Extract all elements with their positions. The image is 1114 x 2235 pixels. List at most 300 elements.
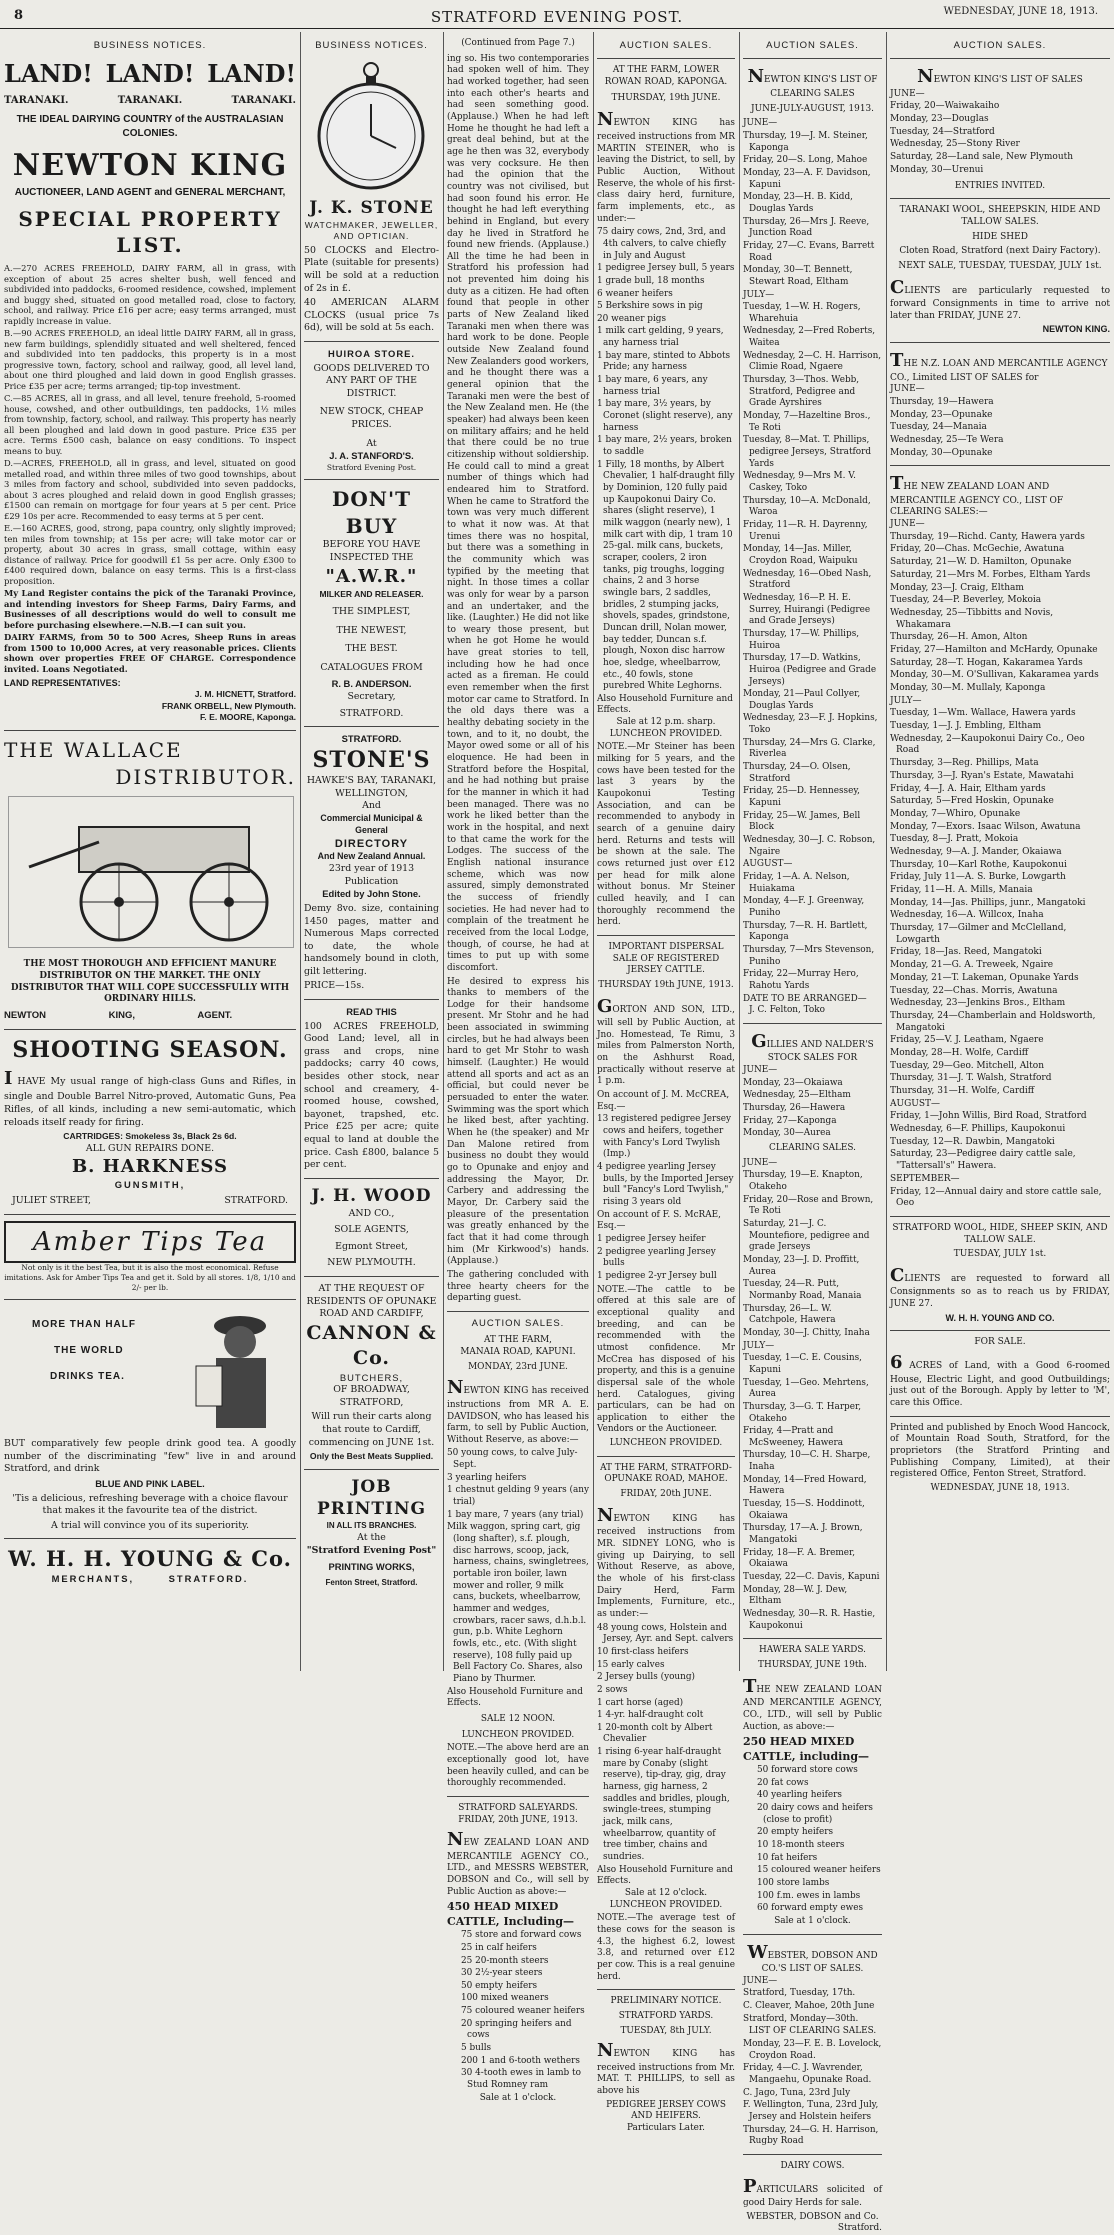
sale-time: Sale at 1 o'clock. — [479, 2092, 557, 2103]
sale-item: C. Jago, Tuna, 23rd July — [743, 2087, 851, 2098]
sale-item: Friday, 4—Pratt and McSweeney, Hawera — [743, 1426, 844, 1448]
sale-item: Saturday, 21—W. D. Hamilton, Opunake — [890, 557, 1072, 568]
sale-item: Monday, 23—F. E. B. Lovelock, Croydon Road. — [743, 2039, 882, 2061]
sale-list — [743, 2039, 882, 2148]
month-label: JUNE— — [890, 88, 925, 99]
sale-item: Tuesday, 8—Mat. T. Phillips, pedigree Jerseys, Stratford Yards — [743, 435, 872, 469]
newest: THE NEWEST, — [336, 624, 407, 636]
sale-item: Monday, 21—G. A. Treweek, Ngaire — [890, 960, 1054, 971]
divider — [4, 730, 296, 731]
divider — [890, 198, 1110, 199]
sale-item: Tuesday, 24—Manaia — [890, 422, 987, 433]
sale-item: Tuesday, 29—Geo. Mitchell, Alton — [890, 1060, 1044, 1071]
dispersal-heading: IMPORTANT DISPERSAL SALE OF REGISTERED JERSEY CATTLE. — [608, 941, 724, 976]
the-world: THE WORLD — [54, 1345, 124, 1357]
pocket-watch-illustration — [304, 58, 439, 193]
divider — [304, 726, 439, 727]
land-representatives-label: LAND REPRESENTATIVES: — [4, 678, 121, 689]
note: NOTE.—The above herd are an exceptionally good lot, have been heavily culled, and can be thoroughly recommended. — [447, 1743, 589, 1789]
stratford-yards: STRATFORD YARDS. — [618, 2010, 714, 2021]
sale-item: Monday, 23—Opunake — [890, 409, 993, 420]
stock-item: 25 20-month steers — [461, 1955, 549, 1966]
sale-item: Thursday, 3—Thos. Webb, Stratford, Pedigree and Grade Ayrshires — [743, 375, 860, 409]
stock-item: 1 rising 6-year half-draught mare by Conaby (slight reserve), tip-dray, gig, dray harness, gig harness, 2 saddles and bridles, plough, swingle-trees, stumping jack, milk cans, wheelbarrow, quantity of tree timber, chains and sundries. — [597, 1747, 730, 1863]
divider — [890, 342, 1110, 343]
clearing-sales-heading: CLEARING SALES. — [769, 1143, 856, 1154]
column-4 — [593, 34, 739, 2134]
divider — [597, 1456, 735, 1457]
sale-list — [890, 101, 1110, 176]
sale-item: Saturday, 28—Land sale, New Plymouth — [890, 152, 1074, 163]
column-1 — [0, 34, 300, 1675]
stock-item: 4 pedigree yearling Jersey bulls, by the Imported Jersey bull "Fancy's Lord Twylish," rising 3 years old — [597, 1162, 734, 1207]
newton-king-role: AUCTIONEER, LAND AGENT and GENERAL MERCHANT, — [14, 187, 286, 199]
more-than-half: MORE THAN HALF — [32, 1319, 136, 1331]
sale-item: F. Wellington, Tuna, 23rd July, Jersey and Holstein heifers — [743, 2100, 879, 2122]
sale-item: Wednesday, 9—A. J. Mander, Okaiawa — [890, 846, 1062, 857]
sale-item: Thursday, 17—W. Phillips, Huiroa — [743, 628, 860, 651]
sale-time: Sale at 1 o'clock. — [774, 1915, 851, 1926]
sale-item: Thursday, 19—J. M. Steiner, Kaponga — [743, 130, 868, 153]
taranaki-word: TARANAKI. — [4, 94, 69, 106]
stock-item: 1 Filly, 18 months, by Albert Chevalier, 1 half-draught filly by Dominion, 120 fully paid up Kaupokonui Dairy Co. shares (slight reserve), 1 milk waggon (nearly new), 1 milk cart with dip, 1 tram 10 25-gal. milk cans, buckets, scraper, coolers, 2 iron tanks, pig troughs, logging chains, 2 and 3 horse swingle bars, 2 saddles, bridles, 2 stumping jacks, shovels, spades, grindstone, Duncan drill, Nolan mower, bay tedder, Duncan s.f. plough, Noxon disc harrow hoe, sledge, wheelbarrow, etc., 40 fowls, stone purebred White Leghorns. — [597, 459, 735, 692]
stratford-town: Stratford. — [837, 2223, 882, 2234]
nz-loan-clearing-title: THE NEW ZEALAND LOAN AND MERCANTILE AGENCY CO., LIST OF CLEARING SALES:— — [890, 473, 1064, 518]
huiroa-store: HUIROA STORE. — [328, 347, 415, 359]
sale-item: Friday, 27—Kaponga — [743, 1115, 837, 1126]
sale-item: Thursday, 19—E. Knapton, Otakeho — [743, 1170, 863, 1193]
only-best-meats: Only the Best Meats Supplied. — [309, 1451, 434, 1462]
section-heading: AUCTION SALES. — [766, 40, 859, 51]
column-6 — [886, 34, 1114, 1675]
sale-item: Thursday, 24—G. H. Harrison, Rugby Road — [743, 2124, 879, 2147]
sale-item: Wednesday, 2—C. H. Harrison, Climie Road, Ngaere — [743, 350, 882, 373]
sale-item: Thursday, 26—Mrs J. Reeve, Junction Road — [743, 216, 870, 239]
stock-item: 1 chestnut gelding 9 years (any trial) — [447, 1485, 589, 1508]
sale-item: Thursday, 19—Richd. Canty, Hawera yards — [890, 531, 1085, 542]
nk-sales-title: NEWTON KING'S LIST OF SALES — [917, 66, 1083, 88]
sale-date: THURSDAY 19th JUNE, 1913. — [598, 979, 734, 990]
luncheon: LUNCHEON PROVIDED. — [609, 1438, 723, 1449]
sale-item: Friday, 18—F. A. Bremer, Okaiawa — [743, 1547, 856, 1570]
divider — [743, 58, 882, 59]
particulars: PARTICULARS solicited of good Dairy Herds for sale. — [743, 2175, 882, 2209]
stock-item: 1 bay mare, 6 years, any harness trial — [597, 375, 708, 397]
sale-item: Monday, 30—T. Bennett, Stewart Road, Eltham — [743, 265, 853, 287]
divider — [597, 1989, 735, 1990]
sale-list — [890, 1111, 1110, 1172]
page-number: 8 — [14, 8, 24, 23]
sale-item: Tuesday, 12—R. Dawbin, Mangatoki — [890, 1136, 1055, 1147]
shooting-season-title: SHOOTING SEASON. — [12, 1036, 288, 1063]
sale-item: Tuesday, 8—J. Pratt, Mokoia — [890, 834, 1019, 845]
sale-item: Wednesday, 25—Stony River — [890, 139, 1020, 150]
sale-item: Friday, 27—C. Evans, Barrett Road — [743, 240, 875, 263]
sale-item: Wednesday, 25—Te Wera — [890, 434, 1004, 445]
sale-item: Tuesday, 1—Wm. Wallace, Hawera yards — [890, 708, 1076, 719]
property-item: A.—270 ACRES FREEHOLD, DAIRY FARM, all in grass, with exception of about 25 acres shelter bush, well fenced and subdivided into paddocks, 6-roomed residence, cowshed, implement and buggy shed, situated on good metalled road, close to factory, school, and railway. Price £16 per acre; easy terms arranged, must rapidly increase in value. — [4, 263, 296, 326]
sale-date: MONDAY, 23rd JUNE. — [468, 1361, 568, 1372]
property-item: B.—90 ACRES FREEHOLD, an ideal little DAIRY FARM, all in grass, new farm buildings, splendidly situated and well sheltered, fenced and subdivided into ten paddocks, this property is in a most progressive town, factory, school and railway, good, all level land, about one third ploughed and laid down in good English grasses. Price £35 per acre; terms arranged; tip-top investment. — [4, 328, 296, 391]
sale-item: Friday, 27—Hamilton and McHardy, Opunake — [890, 644, 1098, 655]
tea-trial: A trial will convince you of its superiority. — [50, 1519, 250, 1531]
egmont-street: Egmont Street, — [335, 1240, 408, 1252]
directory-title: DIRECTORY — [334, 837, 409, 850]
sale-item: Friday, 12—Annual dairy and store cattle sale, Oeo — [890, 1186, 1102, 1209]
stock-item: Milk waggon, spring cart, gig (long shafter), s.f. plough, disc harrows, scoop, jack, harness, chains, swingletrees, portable iron boiler, lawn mower and roller, 9 milk cans, buckets, wheelbarrow, hammer and wedges, crowbars, racer saws, d.h.b.l. gun, p.b. White Leghorn fowls, etc., etc. (With slight reserve), 108 fully paid up Bell Factory Co. Shares, also Piano by Thurmer. — [447, 1522, 589, 1684]
stock-list — [597, 1234, 735, 1283]
sale-item: Thursday, 31—J. T. Walsh, Stratford — [890, 1073, 1052, 1084]
carts-route: Will run their carts along that route to Cardiff, commencing on JUNE 1st. — [308, 1411, 435, 1448]
account-heading: On account of J. M. McCREA, Esq.— — [597, 1090, 730, 1112]
sale-time: Sale at 12 p.m. sharp. — [616, 717, 716, 728]
divider — [597, 58, 735, 59]
request-residents: AT THE REQUEST OF RESIDENTS OF OPUNAKE ROAD AND CARDIFF, — [306, 1282, 437, 1320]
preliminary-notice: PRELIMINARY NOTICE. — [610, 1996, 722, 2007]
sale-item: C. Cleaver, Mahoe, 20th June — [743, 2001, 875, 2012]
nk-davidson: NEWTON KING has received instructions from MR A. E. DAVIDSON, who has leased his farm, to sell by Public Auction, Without Reserve, as above:— — [447, 1377, 589, 1445]
street: JULIET STREET, — [12, 1195, 91, 1207]
article-paragraph: ing so. His two contemporaries had spoken well of him. They had worked together, had seen into each other's hearts and had seen something good. (Applause.) When he had left Home he thought he had left a great deal behind, but at the age he then was 32, everybody was very cocksure. He then had the opinion that the country was not civilised, but had soon found his error. He thought he had left everything behind in England, but every day he lived in Stratford he found new friends. (Applause.) All the time he had been in Stratford his profession had not prevented him doing his duty as a citizen. He had often found that people in other parts of New Zealand liked Taranaki men when there was hard work to be done. People outside New Zealand found New Zealanders good workers, and he thought there was a general opinion that the Taranaki men were the best of the New Zealand men. He (the speaker) had always been keen on military affairs; and he held that there could be no true citizenship without soldiership. He could call to mind a great number of things which had endeared him to Stratford. When he came to Stratford the town was very much different to what it now was. At that times there was no hospital, but there was a something in the community which was typified by the meeting that night. In those times a collar was only for wear by a parson and an undertaker, and the like. (Laughter.) He did not like to weary those present, but when he got Home he would have great stories to tell, including how he had once acted as a fireman. He could even remember when the first motor car came to Stratford. In the old days there was a healthy debating society in the town, and to it, no doubt, the Mayor owed some or all of his eloquence. He had been in Stratford before the Hospital, and he had nothing but praise for the manner in which it had been managed. There was no work he liked better than the work in the hospital, and next to that came the work for the Lodges. The success of the English national insurance scheme, which was now assured, simply demonstrated the success of friendly societies. He had never had to complain of the treatment he received from the local Lodge, though, of course, he had at times to put up with some discomfort. — [447, 53, 589, 973]
land-word: LAND! — [105, 58, 195, 88]
job-title: JOB — [351, 1476, 392, 1497]
printing-title: PRINTING — [316, 1499, 427, 1520]
sale-item: Monday, 14—Fred Howard, Hawera — [743, 1474, 867, 1497]
newton-king-name: NEWTON KING — [12, 148, 288, 184]
sale-item: Monday, 21—T. Lakeman, Opunake Yards — [890, 972, 1079, 983]
read-this: READ THIS — [346, 1006, 397, 1018]
particulars-later: Particulars Later. — [626, 2123, 706, 2134]
sale-item: Wednesday, 25—Tibbitts and Novis, Whakamara — [890, 607, 1054, 630]
luncheon: LUNCHEON PROVIDED. — [609, 728, 723, 739]
divider — [447, 1796, 589, 1797]
awr-title: "A.W.R." — [325, 565, 418, 587]
stock-item: 1 bay mare, 2½ years, broken to saddle — [597, 435, 732, 458]
sale-list — [743, 1353, 882, 1632]
drinks-tea: DRINKS TEA. — [50, 1371, 125, 1383]
whh-young-name: W. H. H. YOUNG & Co. — [8, 1546, 292, 1572]
stock-item: 2 Jersey bulls (young) — [597, 1672, 696, 1683]
dont-buy: DON'T BUY — [331, 486, 412, 538]
publication-year: 23rd year of 1913 Publication — [328, 863, 415, 887]
stock-item: 60 forward empty ewes — [757, 1903, 864, 1914]
sale-item: Monday, 21—Paul Collyer, Douglas Yards — [743, 689, 861, 711]
divider — [304, 479, 439, 480]
divider — [304, 999, 439, 1000]
nz-annual: And New Zealand Annual. — [317, 851, 426, 862]
sale-item: Thursday, 10—A. McDonald, Waroa — [743, 495, 871, 518]
months: JUNE-JULY-AUGUST, 1913. — [751, 103, 874, 114]
sale-item: Saturday, 23—Pedigree dairy cattle sale, "Tattersall's" Hawera. — [890, 1149, 1076, 1172]
sale-list — [743, 1988, 882, 2025]
sale-item: Monday, 7—Exors. Isaac Wilson, Awatuna — [890, 821, 1081, 832]
at-the: At the — [357, 1531, 386, 1543]
sale-item: Thursday, 17—D. Watkins, Huiroa (Pedigree and Grade Jerseys) — [743, 653, 877, 687]
clocks-offer: 50 CLOCKS and Electro-Plate (suitable for presents) will be sold at a reduction of 2s in £. — [304, 244, 439, 294]
and-co: AND CO., — [348, 1207, 395, 1219]
stock-item: 20 springing heifers and cows — [461, 2018, 572, 2041]
month-label: JUNE— — [890, 384, 925, 395]
sale-item: Tuesday, 15—S. Hoddinott, Okaiawa — [743, 1499, 865, 1521]
sale-item: Monday, 7—Whiro, Opunake — [890, 808, 1021, 819]
office-note: Stratford Evening Post. — [326, 462, 417, 472]
new-stock: NEW STOCK, CHEAP PRICES. — [319, 406, 424, 430]
sale-item: Monday, 30—Urenui — [890, 164, 984, 175]
stock-item: 2 sows — [597, 1684, 628, 1695]
printer-imprint: Printed and published by Enoch Wood Hancock, of Mountain Road South, Stratford, for the proprietors (the Stratford Printing and Publishing Company, Limited), at their registered Office, Fenton Street, Stratford. — [890, 1422, 1110, 1480]
stock-item: 75 coloured weaner heifers — [461, 2006, 585, 2017]
stock-item: 1 milk cart gelding, 9 years, any harness trial — [597, 326, 724, 349]
farm-heading: AT THE FARM, — [483, 1335, 552, 1346]
stanford-store: J. A. STANFORD'S. — [329, 450, 414, 462]
sale-item: Monday, 23—Okaiawa — [743, 1077, 843, 1088]
date-to-be-arranged: DATE TO BE ARRANGED— — [743, 993, 867, 1004]
account-heading: On account of F. S. McRAE, Esq.— — [597, 1209, 721, 1232]
sale-item: Monday, 30—M. O'Sullivan, Kakaramea yards — [890, 670, 1099, 681]
property-item: D.—ACRES, FREEHOLD, all in grass, and level, situated on good metalled road, and within three miles of two good townships, about 3 miles from factory and school, subdivided into seven paddocks, about 3 acres ploughed and relaid down in good English grasses; £1500 can remain on mortgage for four years at 5 per cent. Price £29 10s per acre. Recommended to easy terms at 5 per cent. — [4, 458, 296, 521]
stock-item: 3 yearling heifers — [447, 1472, 527, 1483]
sale-item: Wednesday, 16—A. Willcox, Inaha — [890, 910, 1044, 921]
land-word: LAND! — [207, 58, 296, 88]
sale-item: Thursday, 26—L. W. Catchpole, Hawera — [743, 1303, 836, 1326]
of-broadway: OF BROADWAY, STRATFORD, — [333, 1384, 410, 1408]
month-label: AUGUST— — [743, 859, 793, 870]
amber-tips-subtext: Not only is it the best Tea, but it is also the most economical. Refuse imitations. Ask for Amber Tips Tea and get it. Sold by all stores. 1/8, 1/10 and 2/- per lb. — [4, 1263, 296, 1293]
nk-steiner: NEWTON KING has received instructions from MR MARTIN STEINER, who is leaving the District, to sell, by Public Auction, Without Reserve, the whole of his first-class dairy herd, furniture, farm implements, etc., as under:— — [597, 109, 735, 224]
stock-item: 1 pedigree Jersey heifer — [597, 1233, 706, 1244]
stock-item: 75 dairy cows, 2nd, 3rd, and 4th calvers, to calve chiefly in July and August — [597, 227, 727, 261]
alarm-clocks-offer: 40 AMERICAN ALARM CLOCKS (usual price 7s 6d), will be sold at 5s each. — [304, 297, 439, 334]
article-paragraph: He desired to express his thanks to members of the Lodge for their handsome present. Mr Stohr and he had been associated in swimming circles, but he had always been hard to get Mr Stohr to wash himself. (Laughter.) He would attend all sports and act as an official, but could never be persuaded to enter the water. Swimming was the sport which he liked best, after yachting. When he (the speaker) and Mr Dan Malone retired from business no doubt they would go to Opunake and enjoy and addressing the Mayor, Dr. Carbery and addressing the Mayor, Dr. Carbery said the pleasure of the presentation was greatly enhanced by the fact that it had come through him (Mr Kirkwood's) hands. (Applause.) — [447, 976, 589, 1267]
farm-heading: AT THE FARM, STRATFORD-OPUNAKE ROAD, MAHOE. — [600, 1462, 732, 1485]
shooting-text: I HAVE My usual range of high-class Guns and Rifles, in single and Double Barrel Nitro-proved, Automatic Guns, Pea Rifles, of all kinds, including a new semi-automatic, which reloads itself ready for firing. — [4, 1068, 296, 1128]
stock-item: 1 pedigree 2-yr Jersey bull — [597, 1270, 717, 1281]
sale-item: Friday, 18—Jas. Reed, Mangatoki — [890, 947, 1042, 958]
sale-item: Monday, 14—Jas. Phillips, junr., Mangatoki — [890, 897, 1086, 908]
post-name: "Stratford Evening Post" — [306, 1544, 437, 1556]
sale-item: Thursday, 26—Hawera — [743, 1103, 846, 1114]
sale-item: J. C. Felton, Toko — [749, 1005, 825, 1016]
divider — [743, 1023, 882, 1024]
sale-item: Monday, 30—M. Mullaly, Kaponga — [890, 683, 1046, 694]
pedigree-jersey: PEDIGREE JERSEY COWS AND HEIFERS. — [606, 2099, 726, 2122]
masthead — [0, 0, 1114, 29]
sale-item: Monday, 23—A. F. Davidson, Kapuni — [743, 167, 871, 190]
webster-dobson: WEBSTER, DOBSON and Co. — [746, 2211, 879, 2222]
sale-item: Stratford, Tuesday, 17th. — [743, 1988, 856, 1999]
divider — [890, 58, 1110, 59]
column-3 — [443, 34, 593, 2103]
sale-item: Tuesday, 22—Chas. Morris, Awatuna — [890, 985, 1058, 996]
acres-100: 100 ACRES FREEHOLD, Good Land; level, all in grass and crops, nine paddocks; carry 40 cows, besides other stock, near school and creamery, 4-roomed house, cowshed, bayonet, trapshed, etc. Price £25 per acre; quite equal to land at double the price. Cash £800, balance 5 per cent. — [304, 1020, 439, 1171]
sale-item: Friday, 25—V. J. Leatham, Ngaere — [890, 1035, 1044, 1046]
stock-item: 50 forward store cows — [757, 1764, 858, 1775]
sale-date: FRIDAY, 20th JUNE, 1913. — [458, 1814, 578, 1825]
sale-item: Thursday, 24—Chamberlain and Holdsworth, Mangatoki — [890, 1010, 1096, 1033]
stock-item: 50 empty heifers — [461, 1980, 538, 1991]
sale-item: Friday, 25—W. James, Bell Block — [743, 810, 861, 833]
divider — [743, 1638, 882, 1639]
stock-list — [597, 1114, 735, 1208]
sale-item: Monday, 4—F. J. Greenway, Puniho — [743, 896, 865, 918]
divider — [4, 1029, 296, 1030]
nz-loan-notice: THE NEW ZEALAND LOAN AND MERCANTILE AGENCY, CO., LTD., will sell by Public Auction, as above:— — [743, 1675, 882, 1732]
farm-heading: AT THE FARM, LOWER ROWAN ROAD, KAPONGA. — [604, 65, 728, 88]
wool-sale-title: STRATFORD WOOL, HIDE, SHEEP SKIN, AND TALLOW SALE. — [892, 1222, 1108, 1245]
sale-item: Thursday, 24—Mrs G. Clarke, Riverlea — [743, 737, 876, 760]
whh-young-sign: W. H. H. YOUNG AND CO. — [945, 1312, 1055, 1323]
stock-item: 2 pedigree yearling Jersey bulls — [597, 1246, 716, 1269]
sale-item: Wednesday, 2—Kaupokonui Dairy Co., Oeo Road — [890, 733, 1085, 756]
stock-item: 100 f.m. ewes in lambs — [757, 1890, 861, 1901]
masthead-date: WEDNESDAY, JUNE 18, 1913. — [943, 6, 1098, 17]
nk-long: NEWTON KING has received instructions from MR. SIDNEY LONG, who is giving up Dairying, to sell Without Reserve, as above, the whole of his first-class Dairy Herd, Farm Implements, Furniture, etc., as under:— — [597, 1504, 735, 1619]
divider — [304, 341, 439, 342]
price: PRICE—15s. — [304, 980, 365, 992]
land-register: My Land Register contains the pick of the Taranaki Province, and intending investors for Sheep Farms, Dairy Farms, and Businesses of all descriptions would do well to consult me before purchasing elsewhere.—N.B.—I can suit you. — [4, 588, 296, 630]
blue-pink-label: BLUE AND PINK LABEL. — [95, 1477, 205, 1489]
nz-loan-list-title: THE N.Z. LOAN AND MERCANTILE AGENCY CO., Limited LIST OF SALES for — [890, 350, 1108, 383]
sale-item: Monday, 14—Jas. Miller, Croydon Road, Waipuku — [743, 544, 858, 566]
wallace-agent: NEWTON KING, AGENT. — [4, 1010, 233, 1022]
month-label: JUNE— — [743, 118, 778, 129]
stones-regions: HAWKE'S BAY, TARANAKI, WELLINGTON, — [306, 775, 437, 799]
sale-item: Friday, 25—D. Hennessey, Kapuni — [743, 786, 860, 809]
taranaki-word: TARANAKI. — [117, 94, 183, 106]
webster-title: WEBSTER, DOBSON AND CO.'S LIST OF SALES. — [747, 1941, 878, 1975]
land-representatives — [4, 689, 296, 724]
wallace-description: THE MOST THOROUGH AND EFFICIENT MANURE DISTRIBUTOR ON THE MARKET. THE ONLY DISTRIBUTOR THAT WILL COPE SUCCESSFULLY WITH ORDINARY HILLS. — [10, 959, 290, 1005]
jk-stone-role: WATCHMAKER, JEWELLER, AND OPTICIAN. — [304, 220, 439, 242]
section-heading: AUCTION SALES. — [471, 1317, 565, 1329]
sale-list — [890, 708, 1110, 1097]
wallace-title-2: DISTRIBUTOR. — [115, 764, 296, 789]
sale-item: Thursday, 3—G. T. Harper, Otakeho — [743, 1401, 862, 1424]
amber-tips-tea-logo: Amber Tips Tea — [4, 1221, 296, 1264]
stock-item: 48 young cows, Holstein and Jersey, Ayr. and Sept. calvers — [597, 1622, 734, 1645]
sale-list — [743, 302, 882, 858]
sale-list — [743, 872, 882, 993]
sale-item: Monday, 28—W. J. Dew, Eltham — [743, 1584, 848, 1607]
hawera-yards: HAWERA SALE YARDS. — [759, 1645, 866, 1656]
sale-item: Saturday, 28—T. Hogan, Kakaramea Yards — [890, 657, 1083, 668]
taranaki-word: TARANAKI. — [231, 94, 296, 106]
sale-item: Monday, 23—Douglas — [890, 114, 989, 125]
gun-repairs: ALL GUN REPAIRS DONE. — [85, 1142, 215, 1154]
sale-item: Wednesday, 9—Mrs M. V. Caskey, Toko — [743, 471, 856, 494]
property-item: E.—160 ACRES, good, strong, papa country, only slightly improved; ten miles from township; at 15s per acre; will take motor car or property, about 30 acres in grass, small cottage, within easy distance of railway. Price for goodwill £1 5s per acre. Only £300 to £400 required down, balance on easy terms. This is a first-class proposition. — [4, 523, 296, 586]
saleyards-heading: STRATFORD SALEYARDS. — [458, 1802, 578, 1813]
month-label: JUNE— — [743, 1157, 778, 1168]
month-label: SEPTEMBER— — [890, 1173, 960, 1184]
sale-item: Friday, 11—R. H. Dayrenny, Urenui — [743, 519, 868, 542]
hide-shed: HIDE SHED — [972, 231, 1028, 242]
note: NOTE.—The average test of these cows for the season is 4.3, the highest 6.2, lowest 3.8, and returned over £12 per cow. This is a real genuine herd. — [597, 1913, 735, 1982]
sale-item: Friday, 4—J. A. Hair, Eltham yards — [890, 783, 1046, 794]
sale-item: Wednesday, 23—F. J. Hopkins, Toko — [743, 713, 878, 736]
sale-item: Monday, 23—H. B. Kidd, Douglas Yards — [743, 192, 853, 214]
sale-item: Thursday, 7—R. H. Bartlett, Kaponga — [743, 920, 868, 943]
harkness-name: B. HARKNESS — [71, 1156, 229, 1178]
head-450: 450 HEAD MIXED CATTLE, Including— — [447, 1900, 575, 1928]
stock-item: 30 4-tooth ewes in lamb to Stud Romney ram — [461, 2068, 581, 2091]
taranaki-row — [4, 94, 296, 107]
all-branches: IN ALL ITS BRANCHES. — [326, 1521, 417, 1531]
sale-item: Friday, July 11—A. S. Burke, Lowgarth — [890, 872, 1066, 883]
edited-by: Edited by John Stone. — [322, 888, 421, 900]
divider — [890, 1416, 1110, 1417]
ideal-country: THE IDEAL DAIRYING COUNTRY of the AUSTRALASIAN COLONIES. — [16, 114, 284, 139]
harkness-address — [12, 1195, 288, 1208]
also-furniture: Also Household Furniture and Effects. — [447, 1686, 583, 1709]
stock-list — [447, 1448, 589, 1685]
stock-list — [597, 1623, 735, 1864]
sale-item: Friday, 20—Rose and Brown, Te Roti — [743, 1194, 874, 1217]
sale-date: THURSDAY, JUNE 19th. — [758, 1659, 867, 1670]
sale-item: Tuesday, 22—C. Davis, Kapuni — [743, 1572, 880, 1583]
catalogues-from: CATALOGUES FROM — [320, 661, 423, 673]
sale-item: Friday, 20—Waiwakaiho — [890, 101, 1000, 112]
dairy-cows: DAIRY COWS. — [780, 2160, 845, 2171]
newton-king-sign: NEWTON KING. — [1042, 324, 1110, 335]
sale-item: Tuesday, 24—P. Beverley, Mokoia — [890, 595, 1042, 606]
before-inspected: BEFORE YOU HAVE INSPECTED THE — [322, 539, 421, 563]
sale-item: Thursday, 17—Gilmer and McClelland, Lowgarth — [890, 923, 1067, 945]
column-2 — [300, 34, 443, 1675]
secretary: Secretary, — [347, 691, 396, 703]
luncheon: LUNCHEON PROVIDED. — [461, 1729, 575, 1740]
note: NOTE.—Mr Steiner has been milking for 5 years, and the cows have been tested for the last 3 years by the Kaupokonui Testing Association, and can be recommended to anybody in search of a genuine dairy herd. Returns and tests will be shown at the sale. The cows returned just over £12 per head for milk alone without bonus. Mr Steiner culled heavily, and I can thoroughly recommend the herd. — [597, 742, 735, 928]
sale-item: Tuesday, 1—C. E. Cousins, Kapuni — [743, 1353, 862, 1375]
land-word: LAND! — [4, 58, 93, 88]
sale-item: Wednesday, 6—F. Phillips, Kaupokonui — [890, 1124, 1066, 1135]
divider — [890, 1330, 1110, 1331]
nk-phillips: NEWTON KING has received instructions from Mr. MAT. T. PHILLIPS, to sell as above his — [597, 2040, 735, 2097]
stock-item: 10 18-month steers — [757, 1839, 845, 1850]
stock-list — [447, 1930, 589, 2092]
tea-drinker-illustration — [182, 1306, 292, 1434]
sale-item: Tuesday, 1—Geo. Mehrtens, Aurea — [743, 1377, 869, 1400]
divider — [304, 1469, 439, 1470]
divider — [597, 935, 735, 936]
printing-works: PRINTING WORKS, — [328, 1561, 415, 1573]
sale-time: Sale at 12 o'clock. — [624, 1888, 708, 1899]
divider — [4, 1538, 296, 1539]
stock-item: 10 first-class heifers — [597, 1646, 689, 1657]
divider — [743, 1934, 882, 1935]
note: NOTE.—The cattle to be offered at this sale are of exceptional quality and breeding, and can be recommended with the utmost confidence. Mr McCrea has disposed of his property, and this is a genuine dispersal sale of the whole herd. Catalogues, giving particulars, can be had on application to either the Vendors or the Auctioneer. — [597, 1284, 735, 1435]
also-furniture: Also Household Furniture and Effects. — [597, 693, 733, 716]
dairy-farms: DAIRY FARMS, from 50 to 500 Acres, Sheep Runs in areas from 1500 to 10,000 Acres, at very reasonable prices. Clients shown over properties FREE OF CHARGE. Correspondence invited. Loans Negotiated. — [4, 632, 296, 674]
stratford-town-2: STRATFORD. — [341, 733, 402, 745]
sale-item: Thursday, 7—Mrs Stevenson, Puniho — [743, 944, 875, 967]
acres-6: 6 ACRES of Land, with a Good 6-roomed House, Electric Light, and good Outbuildings; just out of the Borough. Apply by letter to 'M', care this Office. — [890, 1352, 1110, 1408]
sale-list — [743, 1078, 882, 1140]
stock-list — [597, 227, 735, 693]
sale-date: TUESDAY, JULY 1st. — [953, 1249, 1047, 1260]
sale-item: Wednesday, 23—Jenkins Bros., Eltham — [890, 998, 1066, 1009]
stock-item: 30 2½-year steers — [461, 1968, 543, 1979]
clients-notice: CLIENTS are particularly requested to forward Consignments in time to arrive not later than FRIDAY, JUNE 27. — [890, 276, 1110, 321]
sale-item: Wednesday, 25—Eltham — [743, 1090, 851, 1101]
cartridges: CARTRIDGES: Smokeless 3s, Black 2s 6d. — [63, 1131, 237, 1142]
sale-item: Wednesday, 16—Obed Nash, Stratford — [743, 568, 872, 591]
sale-item: Monday, 30—Opunake — [890, 447, 993, 458]
stock-item: 100 mixed weaners — [461, 1993, 549, 2004]
sale-item: Saturday, 21—J. C. Mountefiore, pedigree and grade Jerseys — [743, 1219, 870, 1253]
sale-item: Friday, 1—John Willis, Bird Road, Stratford — [890, 1111, 1087, 1122]
luncheon: LUNCHEON PROVIDED. — [609, 1899, 723, 1910]
